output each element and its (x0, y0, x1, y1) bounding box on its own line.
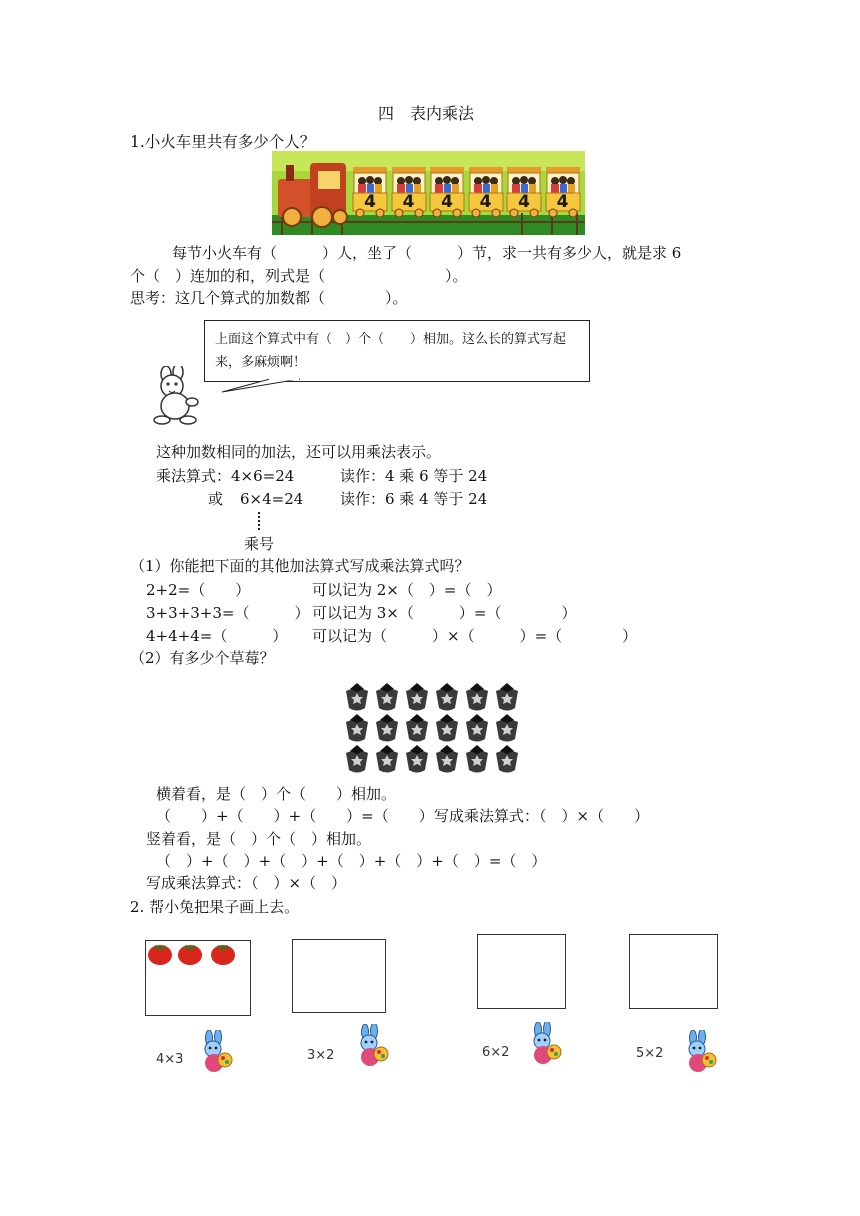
box-label-2: 3×2 (307, 1048, 335, 1063)
part1-row3-right: 可以记为（ ）×（ ）=（ ） (312, 627, 638, 645)
strawberry-icon (346, 683, 368, 711)
part2-line2b: 写成乘法算式：（ ）×（ ） (434, 807, 650, 825)
part2-line3: 竖着看，是（ ）个（ ）相加。 (146, 830, 372, 848)
tomato-row (146, 941, 250, 971)
train-car (352, 165, 388, 217)
box-label-4: 5×2 (636, 1046, 664, 1061)
q1-or: 或 (208, 490, 224, 508)
part2-line5: 写成乘法算式：（ ）×（ ） (146, 874, 347, 892)
drawing-box-3[interactable] (477, 934, 566, 1009)
q1-heading: 1.小火车里共有多少个人？ (130, 133, 316, 151)
q1-line2: 个（ ）连加的和，列式是（ ）。 (130, 267, 468, 285)
train-car-number: 4 (479, 192, 492, 212)
strawberry-icon (376, 683, 398, 711)
train-car-number: 4 (364, 192, 376, 212)
box-label-3: 6×2 (482, 1045, 510, 1060)
strawberry-icon (376, 714, 398, 742)
drawing-box-2[interactable] (292, 939, 386, 1013)
q1-intro: 这种加数相同的加法，还可以用乘法表示。 (156, 443, 442, 461)
part2-heading: （2）有多少个草莓？ (130, 649, 275, 667)
strawberry-icon (496, 683, 518, 711)
part1-row3-left: 4+4+4=（ ） (146, 627, 288, 645)
train-illustration (272, 151, 585, 235)
bunny-icon (682, 1030, 718, 1074)
train-car (545, 165, 581, 217)
strawberry-icon (376, 745, 398, 773)
q1-line1: 每节小火车有（ ）人，坐了（ ）节，求一共有多少人，就是求 6 (172, 244, 682, 262)
bunny-icon (354, 1024, 390, 1068)
strawberry-icon (496, 714, 518, 742)
part2-line4: （ ）+（ ）+（ ）+（ ）+（ ）+（ ）=（ ） (156, 852, 547, 870)
sign-pointer-line (258, 512, 260, 530)
strawberry-icon (466, 714, 488, 742)
q1-eq2: 6×4=24 (240, 490, 304, 508)
bunny-icon (527, 1022, 563, 1066)
bubble-tail (222, 378, 302, 394)
train-car (468, 165, 504, 217)
strawberry-icon (496, 745, 518, 773)
part1-row2-right: 可以记为 3×（ ）=（ ） (312, 604, 577, 622)
train-car-number: 4 (402, 192, 415, 212)
strawberry-icon (346, 714, 368, 742)
train-car (506, 165, 542, 217)
strawberry-icon (436, 714, 458, 742)
part2-line1: 横着看，是（ ）个（ ）相加。 (156, 785, 397, 803)
strawberry-grid (340, 680, 522, 774)
bunny-icon (198, 1030, 234, 1074)
strawberry-icon (406, 745, 428, 773)
part1-heading: （1）你能把下面的其他加法算式写成乘法算式吗？ (130, 557, 470, 575)
train-car-number: 4 (518, 192, 530, 212)
train-car (391, 165, 427, 217)
speech-bubble (204, 320, 590, 382)
part1-row2-left: 3+3+3+3=（ ） (146, 604, 310, 622)
q1-read1: 读作：4 乘 6 等于 24 (340, 467, 488, 485)
q1-eq1: 乘法算式：4×6=24 (156, 467, 295, 485)
strawberry-icon (436, 683, 458, 711)
strawberry-icon (406, 683, 428, 711)
box-label-1: 4×3 (156, 1052, 184, 1067)
q2-heading: 2. 帮小兔把果子画上去。 (130, 898, 300, 916)
q1-line3: 思考：这几个算式的加数都（ ）。 (130, 289, 408, 307)
strawberry-icon (466, 683, 488, 711)
train-car-number: 4 (556, 192, 569, 212)
tomato-icon (148, 945, 172, 965)
part1-row1-right: 可以记为 2×（ ）=（ ） (312, 581, 502, 599)
train-car-number: 4 (441, 192, 453, 212)
page-title: 四 表内乘法 (378, 104, 475, 123)
strawberry-icon (466, 745, 488, 773)
drawing-box-1[interactable] (145, 940, 251, 1016)
rabbit-icon (148, 366, 202, 426)
tomato-icon (211, 945, 235, 965)
multiplication-sign-label: 乘号 (244, 535, 275, 553)
strawberry-icon (406, 714, 428, 742)
train-car (429, 165, 465, 217)
tomato-icon (178, 945, 202, 965)
part1-row1-left: 2+2=（ ） (146, 581, 251, 599)
speech-bubble-text: 上面这个算式中有（ ）个（ ）相加。这么长的算式写起来，多麻烦啊！ (215, 332, 567, 370)
q1-read2: 读作：6 乘 4 等于 24 (340, 490, 488, 508)
drawing-box-4[interactable] (629, 934, 718, 1009)
strawberry-icon (346, 745, 368, 773)
part2-line2: （ ）+（ ）+（ ）=（ ） (156, 807, 434, 825)
strawberry-icon (436, 745, 458, 773)
